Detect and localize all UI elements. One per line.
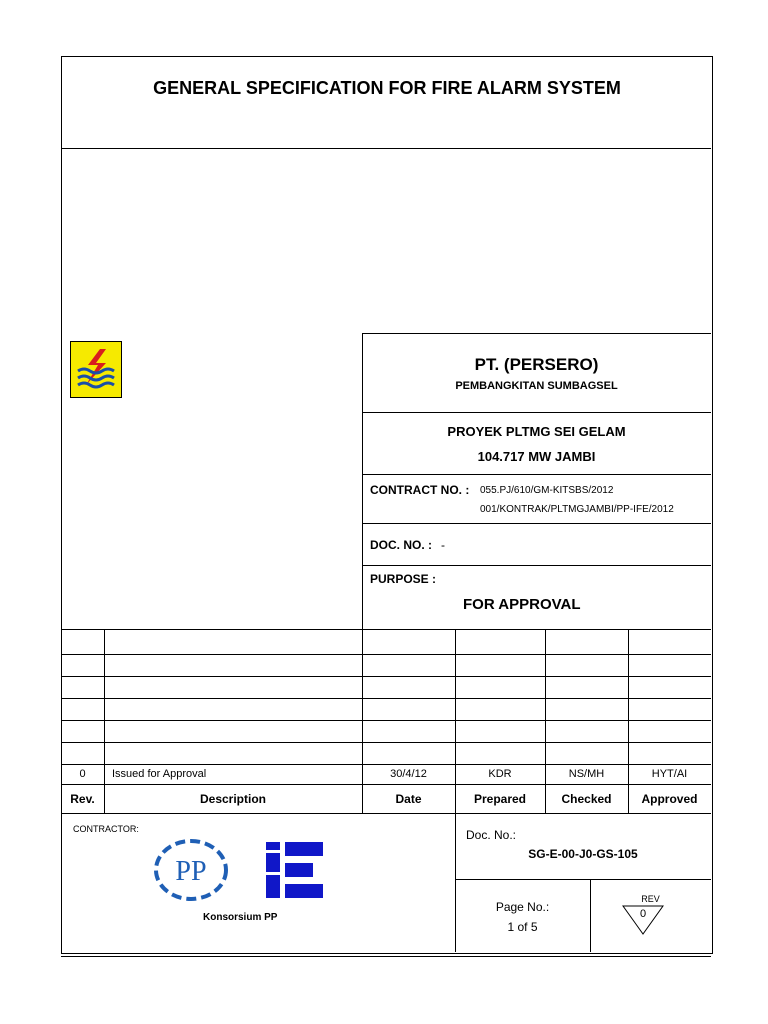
- divider: [61, 654, 711, 655]
- doc-no-label: DOC. NO. :: [370, 538, 432, 552]
- divider: [362, 565, 711, 566]
- pp-logo-icon: [153, 838, 229, 902]
- divider: [455, 629, 456, 813]
- divider: [362, 412, 711, 413]
- owner-company: PT. (PERSERO): [474, 355, 599, 374]
- contract-value-2: 001/KONTRAK/PLTMGJAMBI/PP-IFE/2012: [480, 504, 674, 515]
- divider: [590, 879, 591, 952]
- page-value: 1 of 5: [507, 920, 538, 934]
- pp-logo-text: PP: [175, 856, 207, 887]
- contract-label: CONTRACT NO. :: [370, 483, 470, 497]
- divider: [61, 698, 711, 699]
- divider: [104, 629, 105, 813]
- contractor-label: CONTRACTOR:: [73, 824, 139, 834]
- header-checked: Checked: [561, 792, 612, 806]
- divider: [362, 333, 711, 334]
- divider: [61, 742, 711, 743]
- prepared-cell: KDR: [488, 768, 512, 780]
- divider: [61, 720, 711, 721]
- divider: [362, 629, 363, 813]
- header-prepared: Prepared: [473, 792, 527, 806]
- date-cell: 30/4/12: [390, 768, 427, 780]
- header-approved: Approved: [641, 792, 698, 806]
- header-rev: Rev.: [70, 792, 95, 806]
- divider: [61, 764, 711, 765]
- project-line1: PROYEK PLTMG SEI GELAM: [447, 424, 626, 439]
- document-title: GENERAL SPECIFICATION FOR FIRE ALARM SYSTEM: [153, 78, 621, 98]
- project-line2: 104.717 MW JAMBI: [477, 449, 596, 464]
- bottom-rule: [61, 956, 711, 957]
- consortium-name: Konsorsium PP: [203, 912, 278, 923]
- header-description: Description: [199, 792, 266, 806]
- checked-cell: NS/MH: [568, 768, 605, 780]
- divider: [628, 629, 629, 813]
- owner-division: PEMBANGKITAN SUMBAGSEL: [455, 380, 618, 392]
- divider: [61, 148, 711, 149]
- divider: [362, 333, 363, 629]
- contract-value-1: 055.PJ/610/GM-KITSBS/2012: [480, 485, 614, 496]
- doc-no-value: -: [441, 538, 445, 552]
- rev-label: REV: [641, 894, 660, 904]
- divider: [61, 784, 711, 785]
- divider: [61, 629, 711, 630]
- divider: [61, 676, 711, 677]
- rev-value: 0: [639, 908, 647, 920]
- purpose-label: PURPOSE :: [370, 572, 437, 586]
- rev-cell: 0: [79, 768, 86, 780]
- description-cell: Issued for Approval: [112, 768, 207, 780]
- approved-cell: HYT/AI: [651, 768, 688, 780]
- divider: [61, 813, 711, 814]
- footer-doc-no-value: SG-E-00-J0-GS-105: [528, 847, 638, 861]
- page-label: Page No.:: [495, 900, 550, 914]
- ie-logo-icon: [263, 842, 325, 898]
- divider: [545, 629, 546, 813]
- purpose-value: FOR APPROVAL: [463, 596, 581, 613]
- pln-logo-icon: [70, 341, 122, 398]
- divider: [362, 523, 711, 524]
- header-date: Date: [395, 792, 422, 806]
- footer-doc-no-label: Doc. No.:: [466, 828, 517, 842]
- divider: [362, 474, 711, 475]
- divider: [455, 879, 711, 880]
